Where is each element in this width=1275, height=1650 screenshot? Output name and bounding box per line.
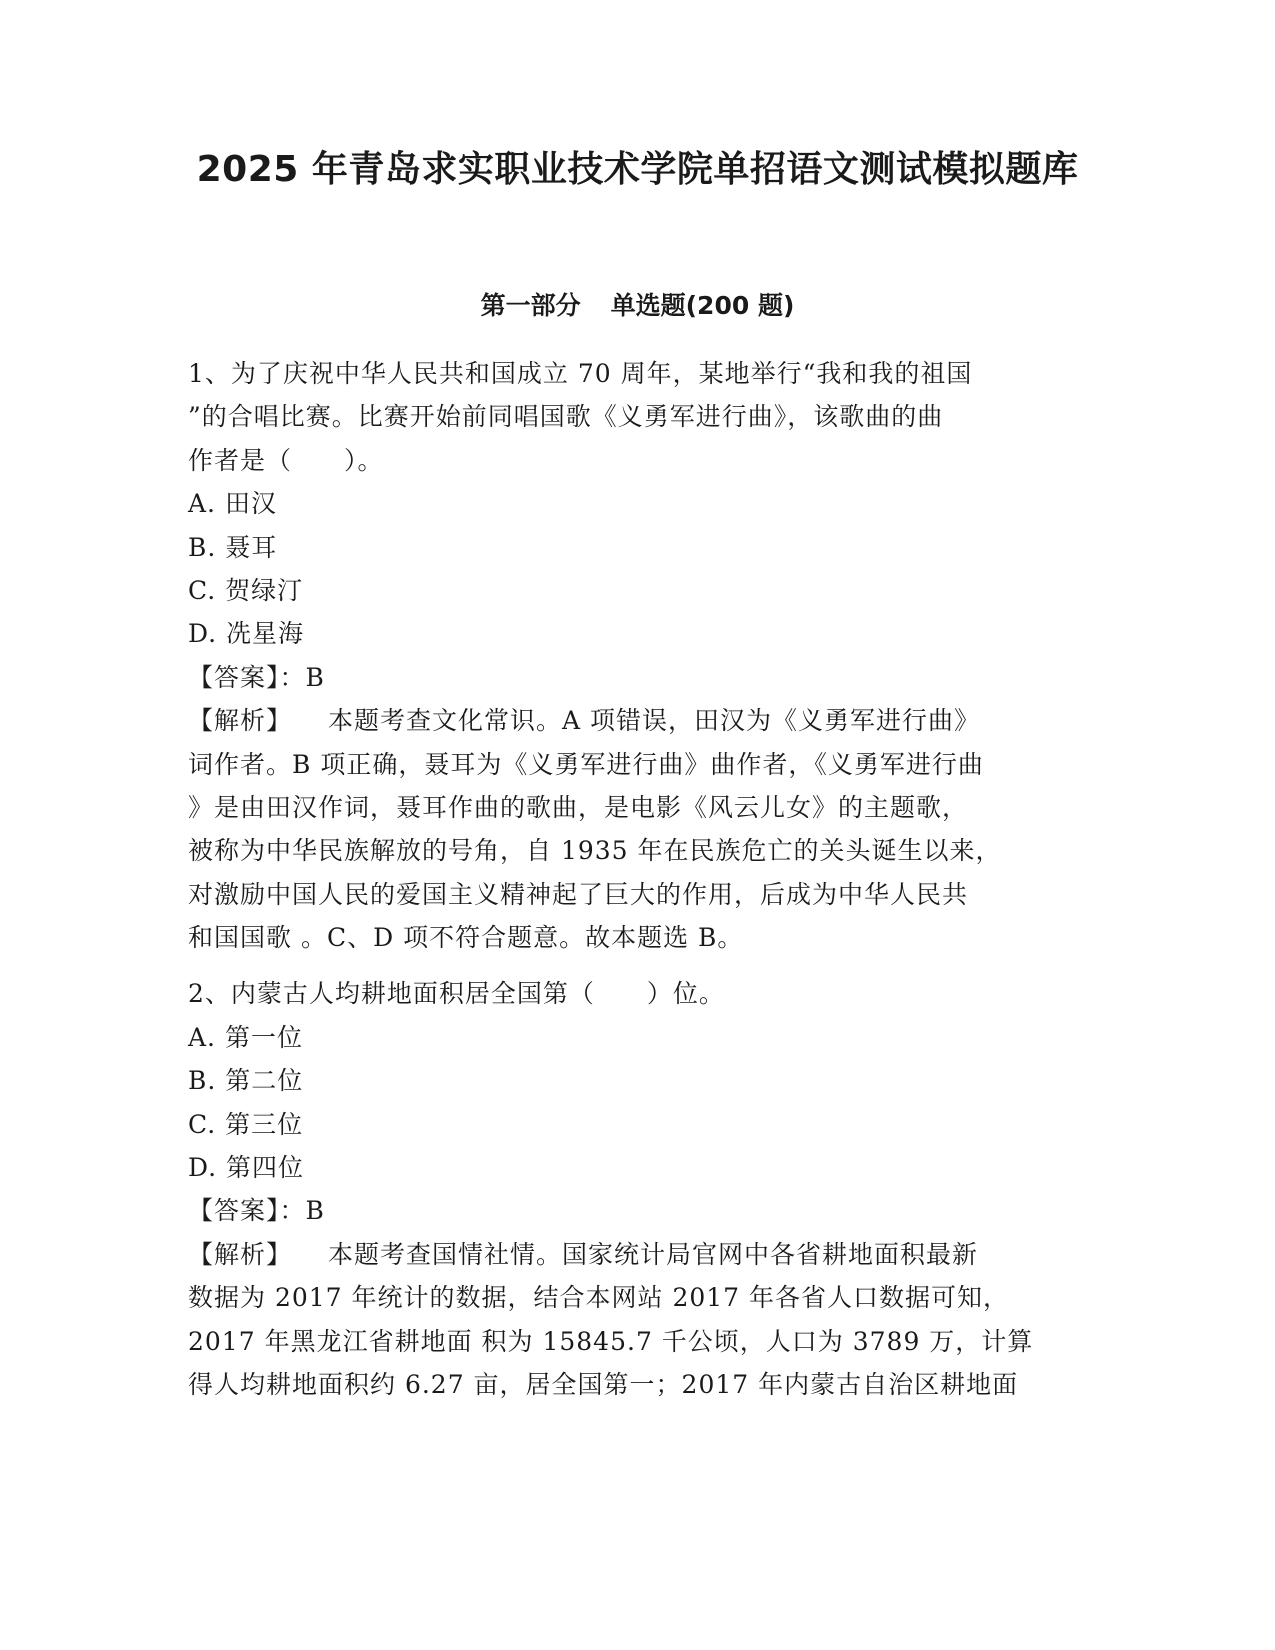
question-2	[188, 972, 1088, 1406]
question-1	[188, 352, 1088, 959]
answer-label: 【答案】：	[188, 662, 306, 692]
option-a: A. 田汉	[188, 489, 277, 519]
question-separator	[188, 959, 1088, 972]
option-b: B. 第二位	[188, 1066, 304, 1096]
answer-value: B	[305, 662, 325, 692]
analysis-text: 本题考查文化常识。A 项错误，田汉为《义勇军进行曲》	[328, 706, 981, 736]
option-d: D. 冼星海	[188, 619, 305, 649]
option-c: C. 第三位	[188, 1109, 304, 1139]
option-d: D. 第四位	[188, 1153, 305, 1183]
question-stem-line: ”的合唱比赛。比赛开始前同唱国歌《义勇军进行曲》，该歌曲的曲	[188, 402, 944, 432]
analysis-text: 数据为 2017 年统计的数据，结合本网站 2017 年各省人口数据可知，	[188, 1283, 1010, 1313]
question-stem-line: 2、内蒙古人均耕地面积居全国第（ ）位。	[188, 979, 725, 1009]
analysis-text: 对激励中国人民的爱国主义精神起了巨大的作用，后成为中华人民共	[188, 879, 969, 909]
document-title: 2025 年青岛求实职业技术学院单招语文测试模拟题库	[196, 149, 1079, 190]
analysis-text: 》是由田汉作词，聂耳作曲的歌曲，是电影《风云儿女》的主题歌，	[188, 792, 969, 822]
answer-line	[188, 656, 1088, 699]
section-part: 第一部分	[480, 291, 581, 320]
question-stem-line: 1、为了庆祝中华人民共和国成立 70 周年，某地举行“我和我的祖国	[188, 359, 973, 388]
analysis-label: 【解析】	[188, 1239, 293, 1269]
option-a: A. 第一位	[188, 1022, 303, 1052]
analysis-label: 【解析】	[188, 706, 293, 736]
analysis-text: 2017 年黑龙江省耕地面 积为 15845.7 千公顷，人口为 3789 万，计算	[188, 1326, 1034, 1356]
analysis-text: 得人均耕地面积约 6.27 亩，居全国第一；2017 年内蒙古自治区耕地面	[188, 1369, 1019, 1399]
question-list	[188, 352, 1088, 1406]
analysis-text: 词作者。B 项正确，聂耳为《义勇军进行曲》曲作者，《义勇军进行曲	[188, 749, 984, 779]
answer-value: B	[305, 1196, 325, 1226]
option-c: C. 贺绿汀	[188, 575, 304, 605]
section-heading-text: 单选题(200 题)	[610, 291, 795, 320]
analysis-text: 和国国歌 。C、D 项不符合题意。故本题选 B。	[188, 923, 744, 953]
section-heading	[0, 288, 1275, 324]
analysis-text: 本题考查国情社情。国家统计局官网中各省耕地面积最新	[328, 1239, 979, 1269]
analysis-line	[188, 1233, 1088, 1276]
analysis-text: 被称为中华民族解放的号角，自 1935 年在民族危亡的关头诞生以来，	[188, 836, 1002, 866]
question-stem-line: 作者是（ ）。	[188, 445, 384, 475]
answer-label: 【答案】：	[188, 1196, 306, 1226]
answer-line	[188, 1189, 1088, 1232]
option-b: B. 聂耳	[188, 532, 278, 562]
analysis-line	[188, 699, 1088, 742]
